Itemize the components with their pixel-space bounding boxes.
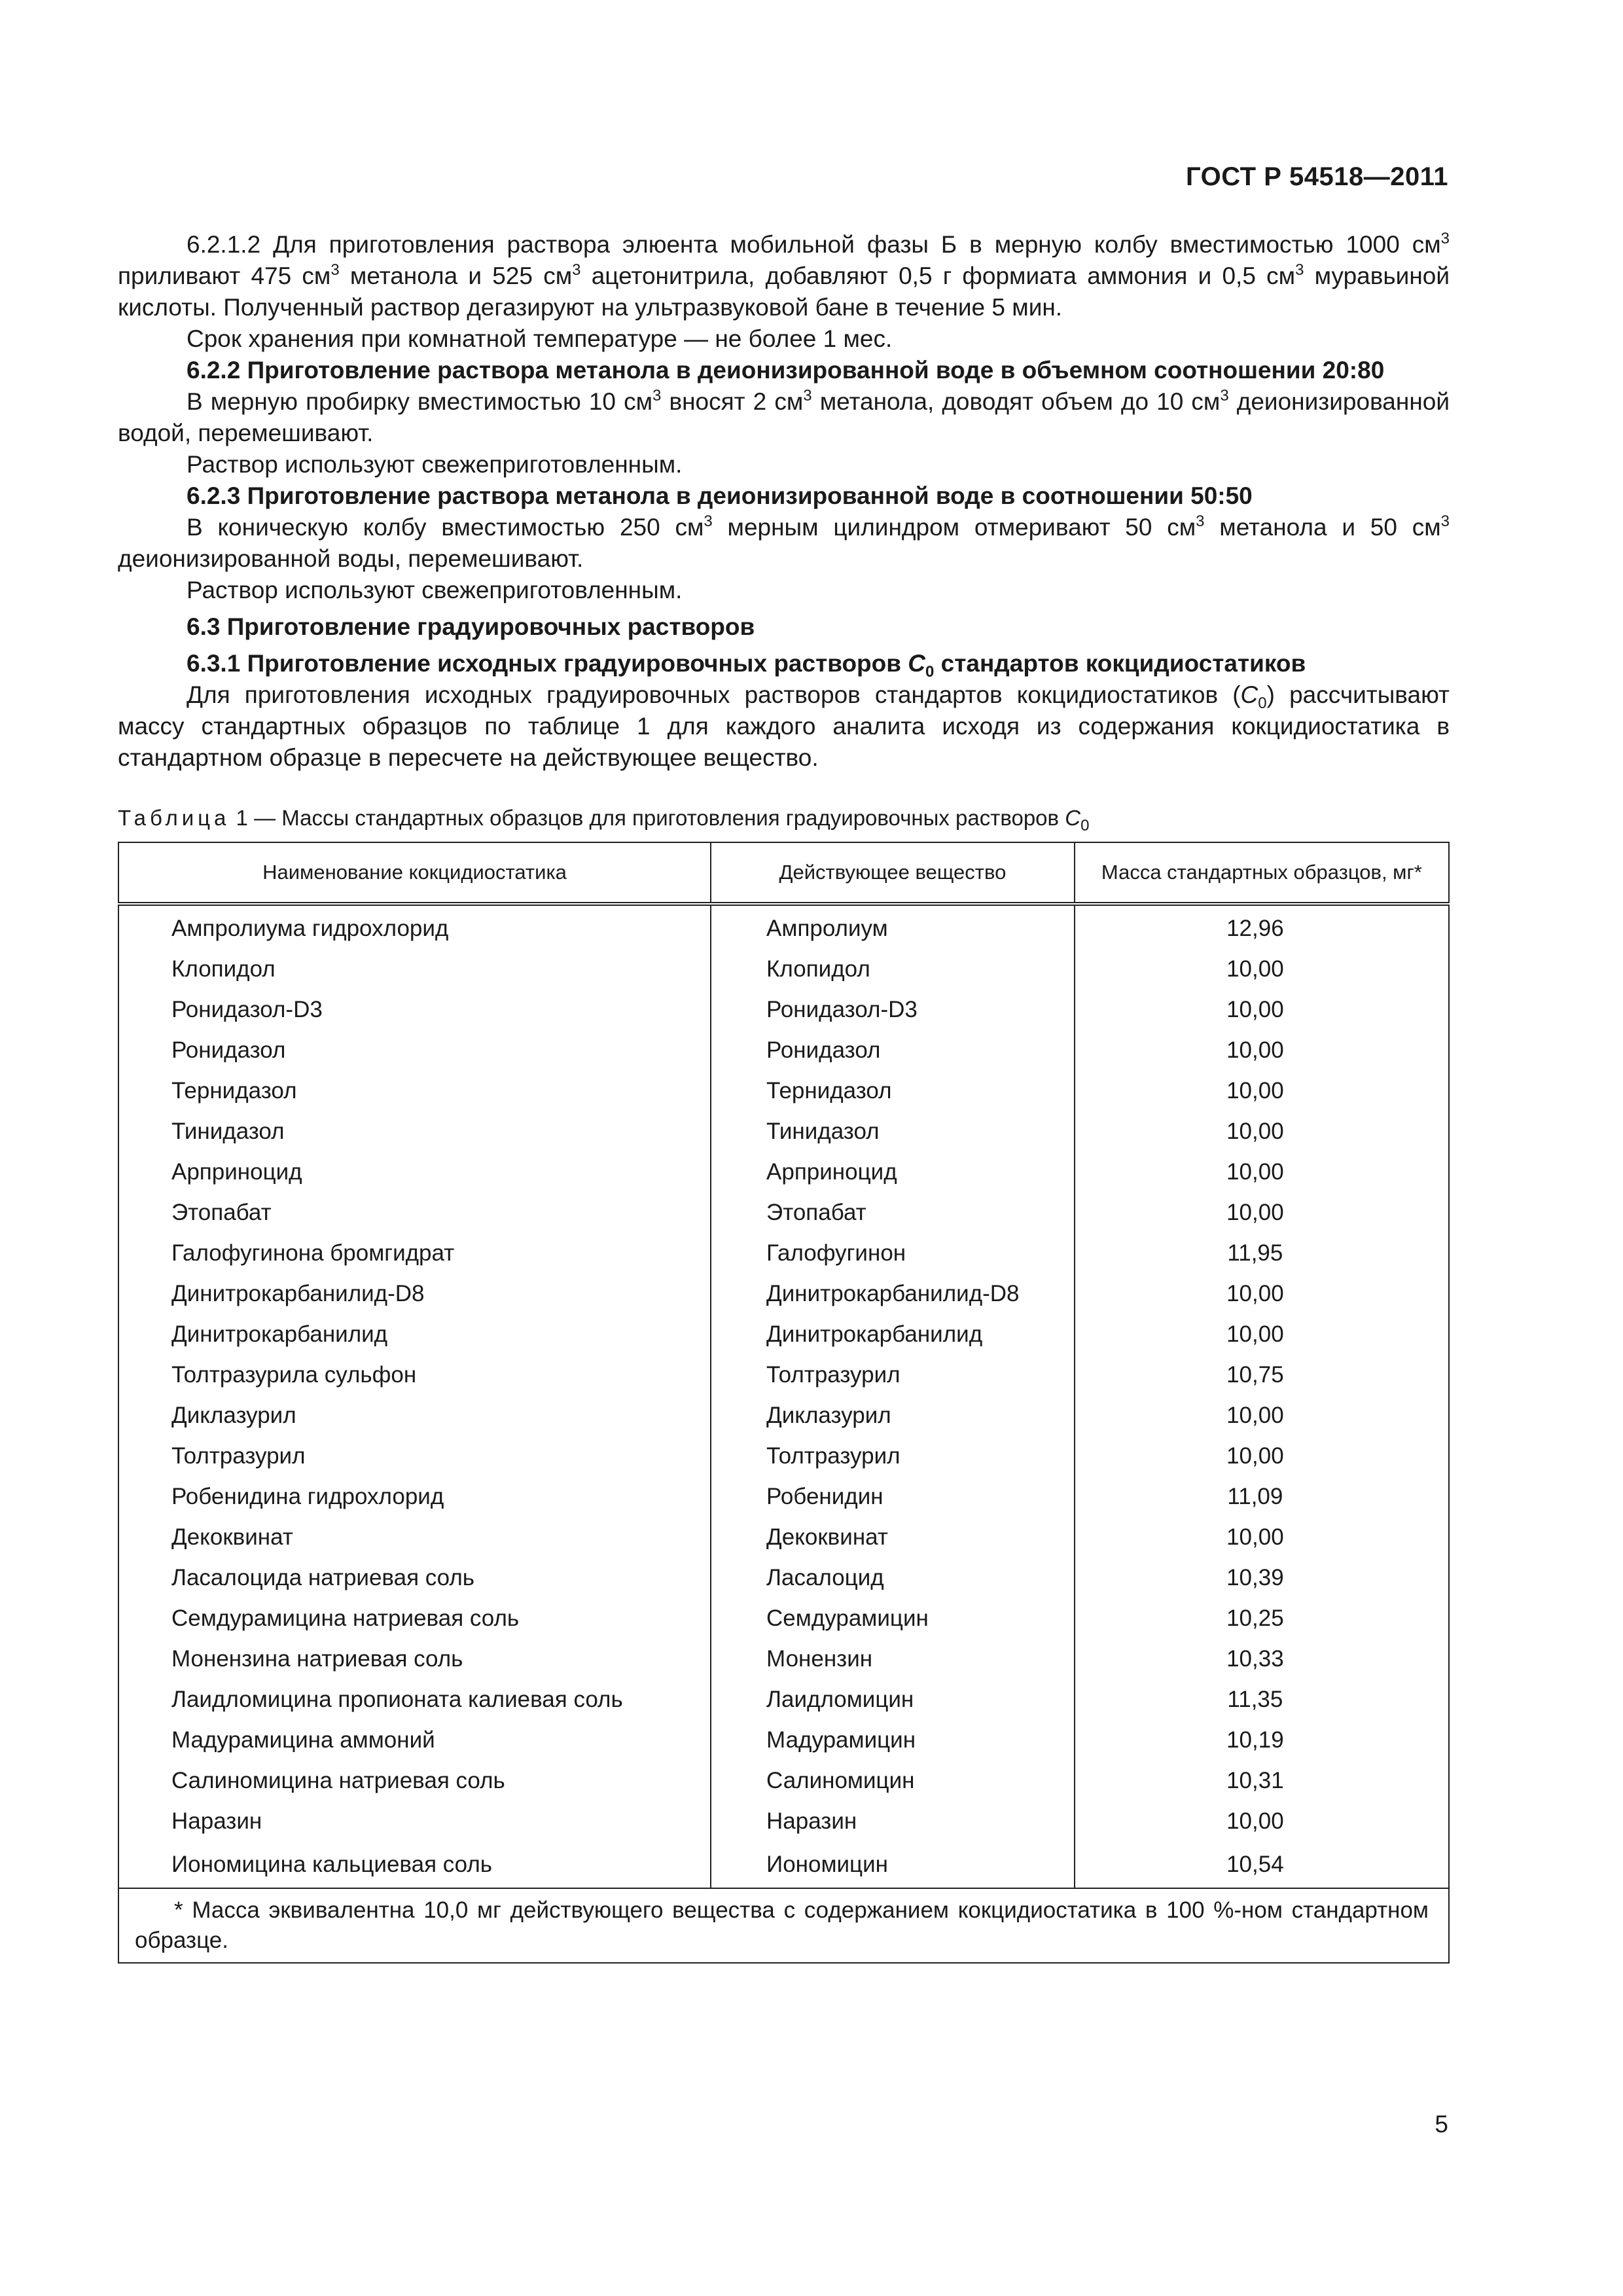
cell-mass: 10,54	[1075, 1842, 1449, 1888]
heading-6-2-2: 6.2.2 Приготовление раствора метанола в деионизированной воде в объемном соотношении 20:80	[187, 357, 1385, 384]
cell-name: Лаидломицина пропионата калиевая соль	[118, 1679, 711, 1720]
paragraph-storage: Срок хранения при комнатной температуре — не более 1 мес.	[187, 325, 893, 352]
cell-name: Ласалоцида натриевая соль	[118, 1558, 711, 1598]
table-row	[118, 1477, 1449, 1517]
paragraph-6-2-1-2: 6.2.1.2 Для приготовления раствора элюента мобильной фазы Б в мерную колбу вместимостью 1000 $см^3$ приливают 475 $см^3$ метанола и 525 $см^3$ ацетонитрила, добавляют 0,5 г формиата аммония и 0,5 $см^3$ муравьиной кислоты. Полученный раствор дегазируют на ультразвуковой бане в течение 5 мин.	[118, 230, 1450, 321]
cell-name: Робенидина гидрохлорид	[118, 1477, 711, 1517]
paragraph-calculation: Для приготовления исходных градуировочных растворов стандартов кокцидиостатиков $(C_0)$ рассчитывают массу стандартных образцов по таблице 1 для каждого аналита исходя из содержания кокцидиостатика в стандартном образце в пересчете на действующее вещество.	[118, 681, 1450, 771]
cell-mass: 11,95	[1075, 1233, 1449, 1274]
masses-table	[118, 842, 1450, 1964]
header-name: Наименование кокцидиостатика	[118, 842, 711, 904]
paragraph-fresh-2: Раствор используют свежеприготовленным.	[187, 577, 683, 603]
cell-substance: Ласалоцид	[711, 1558, 1075, 1598]
cell-mass: 10,00	[1075, 990, 1449, 1030]
cell-substance: Ронидазол-D3	[711, 990, 1075, 1030]
cell-mass: 12,96	[1075, 908, 1449, 949]
cell-name: Иономицина кальциевая соль	[118, 1842, 711, 1888]
cell-substance: Динитрокарбанилид-D8	[711, 1274, 1075, 1314]
cell-name: Тинидазол	[118, 1111, 711, 1152]
cell-substance: Иономицин	[711, 1842, 1075, 1888]
cell-name: Монензина натриевая соль	[118, 1639, 711, 1679]
cell-substance: Монензин	[711, 1639, 1075, 1679]
cell-substance: Мадурамицин	[711, 1720, 1075, 1761]
table-row	[118, 1355, 1449, 1395]
cell-mass: 10,00	[1075, 949, 1449, 990]
cell-name: Тернидазол	[118, 1071, 711, 1111]
cell-name: Декоквинат	[118, 1517, 711, 1558]
table-row	[118, 1720, 1449, 1761]
cell-substance: Клопидол	[711, 949, 1075, 990]
table-caption: Таблица 1 — Массы стандартных образцов для приготовления градуировочных растворов $C_0$	[118, 806, 1090, 834]
cell-mass: 10,00	[1075, 1274, 1449, 1314]
cell-mass: 10,33	[1075, 1639, 1449, 1679]
cell-substance: Арприноцид	[711, 1152, 1075, 1193]
cell-mass: 10,31	[1075, 1761, 1449, 1801]
cell-mass: 10,00	[1075, 1071, 1449, 1111]
cell-name: Ронидазол	[118, 1030, 711, 1071]
footnote-row	[118, 1888, 1449, 1963]
table-row	[118, 1111, 1449, 1152]
cell-mass: 10,25	[1075, 1598, 1449, 1639]
cell-substance: Этопабат	[711, 1193, 1075, 1233]
table-row	[118, 1801, 1449, 1842]
table-row	[118, 1842, 1449, 1888]
page-number: 5	[1435, 2111, 1448, 2138]
table-header-row	[118, 842, 1449, 904]
cell-name: Арприноцид	[118, 1152, 711, 1193]
cell-substance: Тинидазол	[711, 1111, 1075, 1152]
cell-name: Этопабат	[118, 1193, 711, 1233]
table-row	[118, 1558, 1449, 1598]
page-content	[118, 229, 1450, 1964]
table-row	[118, 990, 1449, 1030]
cell-name: Семдурамицина натриевая соль	[118, 1598, 711, 1639]
heading-6-3: 6.3 Приготовление градуировочных растворов	[187, 613, 755, 640]
cell-substance: Галофугинон	[711, 1233, 1075, 1274]
cell-substance: Тернидазол	[711, 1071, 1075, 1111]
header-substance: Действующее вещество	[711, 842, 1075, 904]
table-body	[118, 908, 1449, 1888]
paragraph-20-80: В мерную пробирку вместимостью 10 $см^3$ вносят 2 $см^3$ метанола, доводят объем до 10 $см^3$ деионизированной водой, перемешивают.	[118, 387, 1450, 446]
table-row	[118, 1639, 1449, 1679]
heading-6-3-1: 6.3.1 Приготовление исходных градуировочных растворов $C_0$ стандартов кокцидиостатиков	[187, 650, 1306, 681]
cell-name: Динитрокарбанилид	[118, 1314, 711, 1355]
table-footnote: * Масса эквивалентна 10,0 мг действующего вещества с содержанием кокцидиостатика в 100 %-ном стандартном образце.	[118, 1888, 1449, 1963]
cell-substance: Лаидломицин	[711, 1679, 1075, 1720]
cell-substance: Толтразурил	[711, 1436, 1075, 1477]
table-row	[118, 1598, 1449, 1639]
table-row	[118, 1436, 1449, 1477]
table-row	[118, 908, 1449, 949]
table-row	[118, 1030, 1449, 1071]
cell-name: Салиномицина натриевая соль	[118, 1761, 711, 1801]
cell-mass: 10,00	[1075, 1152, 1449, 1193]
cell-mass: 10,00	[1075, 1314, 1449, 1355]
cell-name: Диклазурил	[118, 1395, 711, 1436]
cell-name: Ронидазол-D3	[118, 990, 711, 1030]
table-row	[118, 1274, 1449, 1314]
cell-mass: 11,09	[1075, 1477, 1449, 1517]
cell-name: Мадурамицина аммоний	[118, 1720, 711, 1761]
cell-substance: Ронидазол	[711, 1030, 1075, 1071]
table-row	[118, 949, 1449, 990]
cell-name: Клопидол	[118, 949, 711, 990]
cell-mass: 10,19	[1075, 1720, 1449, 1761]
cell-name: Наразин	[118, 1801, 711, 1842]
cell-mass: 11,35	[1075, 1679, 1449, 1720]
document-number: ГОСТ Р 54518—2011	[1186, 162, 1448, 191]
cell-mass: 10,00	[1075, 1030, 1449, 1071]
header-mass: Масса стандартных образцов, мг*	[1075, 842, 1449, 904]
cell-substance: Декоквинат	[711, 1517, 1075, 1558]
cell-name: Толтразурила сульфон	[118, 1355, 711, 1395]
table-row	[118, 1517, 1449, 1558]
cell-substance: Наразин	[711, 1801, 1075, 1842]
cell-mass: 10,00	[1075, 1111, 1449, 1152]
heading-6-2-3: 6.2.3 Приготовление раствора метанола в деионизированной воде в соотношении 50:50	[187, 482, 1253, 509]
table-row	[118, 1314, 1449, 1355]
header-separator	[118, 904, 1449, 908]
cell-substance: Динитрокарбанилид	[711, 1314, 1075, 1355]
cell-substance: Диклазурил	[711, 1395, 1075, 1436]
paragraph-fresh-1: Раствор используют свежеприготовленным.	[187, 451, 683, 478]
cell-name: Галофугинона бромгидрат	[118, 1233, 711, 1274]
table-row	[118, 1395, 1449, 1436]
table-row	[118, 1193, 1449, 1233]
cell-mass: 10,75	[1075, 1355, 1449, 1395]
cell-mass: 10,00	[1075, 1801, 1449, 1842]
cell-mass: 10,39	[1075, 1558, 1449, 1598]
cell-mass: 10,00	[1075, 1193, 1449, 1233]
cell-mass: 10,00	[1075, 1436, 1449, 1477]
cell-substance: Толтразурил	[711, 1355, 1075, 1395]
cell-name: Динитрокарбанилид-D8	[118, 1274, 711, 1314]
cell-name: Толтразурил	[118, 1436, 711, 1477]
cell-substance: Салиномицин	[711, 1761, 1075, 1801]
table-row	[118, 1152, 1449, 1193]
table-row	[118, 1071, 1449, 1111]
cell-name: Ампролиума гидрохлорид	[118, 908, 711, 949]
cell-mass: 10,00	[1075, 1517, 1449, 1558]
table-row	[118, 1233, 1449, 1274]
paragraph-50-50: В коническую колбу вместимостью 250 $см^3$ мерным цилиндром отмеривают 50 $см^3$ метанола и 50 $см^3$ деионизированной воды, перемешивают.	[118, 512, 1450, 572]
cell-substance: Семдурамицин	[711, 1598, 1075, 1639]
cell-substance: Робенидин	[711, 1477, 1075, 1517]
table-row	[118, 1761, 1449, 1801]
cell-substance: Ампролиум	[711, 908, 1075, 949]
cell-mass: 10,00	[1075, 1395, 1449, 1436]
table-row	[118, 1679, 1449, 1720]
